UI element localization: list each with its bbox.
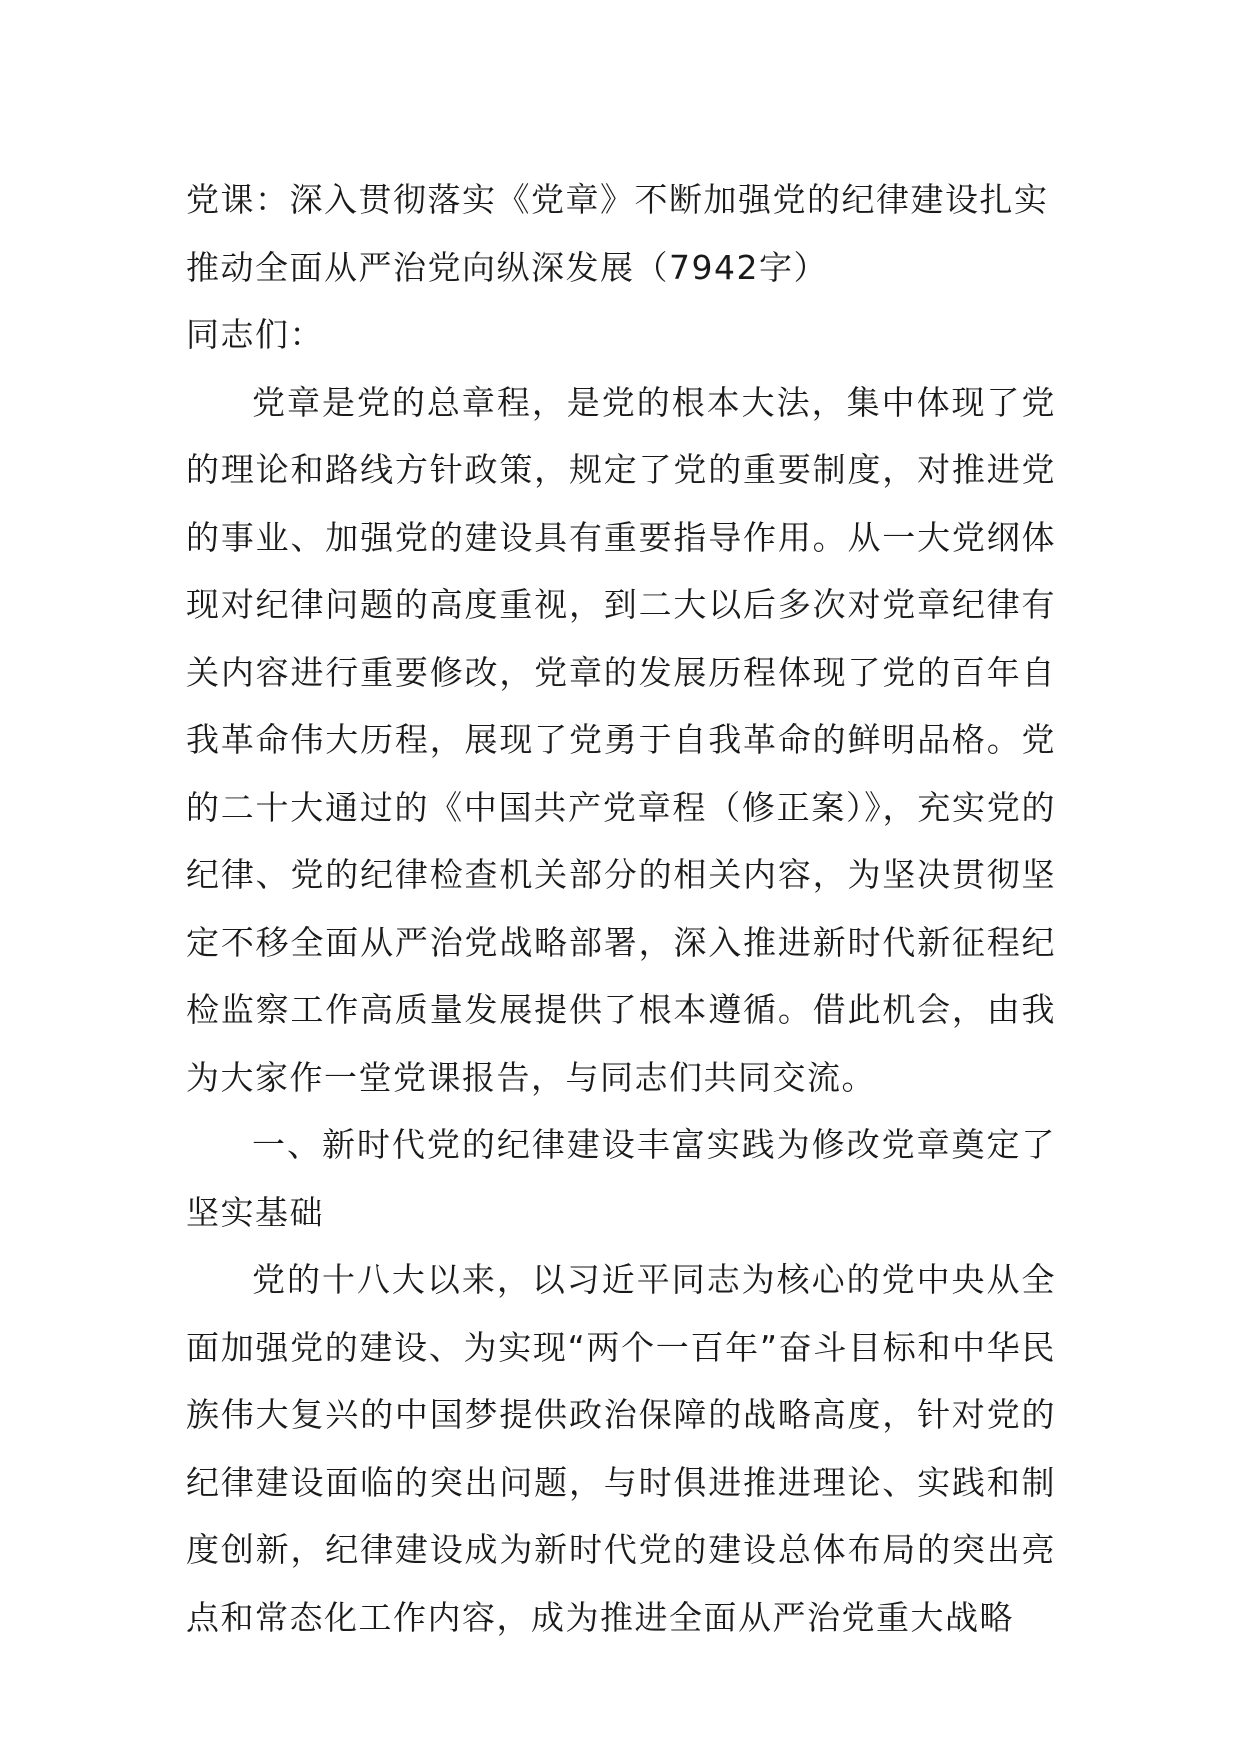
document-title: 党课：深入贯彻落实《党章》不断加强党的纪律建设扎实推动全面从严治党向纵深发展（7942字） <box>186 180 1049 287</box>
paragraph-intro: 党章是党的总章程，是党的根本大法，集中体现了党的理论和路线方针政策，规定了党的重要制度，对推进党的事业、加强党的建设具有重要指导作用。从一大党纲体现对纪律问题的高度重视，到二大以后多次对党章纪律有关内容进行重要修改，党章的发展历程体现了党的百年自我革命伟大历程，展现了党勇于自我革命的鲜明品格。党的二十大通过的《中国共产党章程（修正案）》，充实党的纪律、党的纪律检查机关部分的相关内容，为坚决贯彻坚定不移全面从严治党战略部署，深入推进新时代新征程纪检监察工作高质量发展提供了根本遵循。借此机会，由我为大家作一堂党课报告，与同志们共同交流。 <box>186 382 1056 1097</box>
salutation: 同志们： <box>186 315 324 354</box>
section-heading-1: 一、新时代党的纪律建设丰富实践为修改党章奠定了坚实基础 <box>186 1125 1056 1232</box>
paragraph-section-1: 党的十八大以来，以习近平同志为核心的党中央从全面加强党的建设、为实现“两个一百年”奋斗目标和中华民族伟大复兴的中国梦提供政治保障的战略高度，针对党的纪律建设面临的突出问题，与时俱进推进理论、实践和制度创新，纪律建设成为新时代党的建设总体布局的突出亮点和常态化工作内容，成为推进全面从严治党重大战略 <box>186 1260 1056 1637</box>
document-body <box>186 166 1056 1651</box>
